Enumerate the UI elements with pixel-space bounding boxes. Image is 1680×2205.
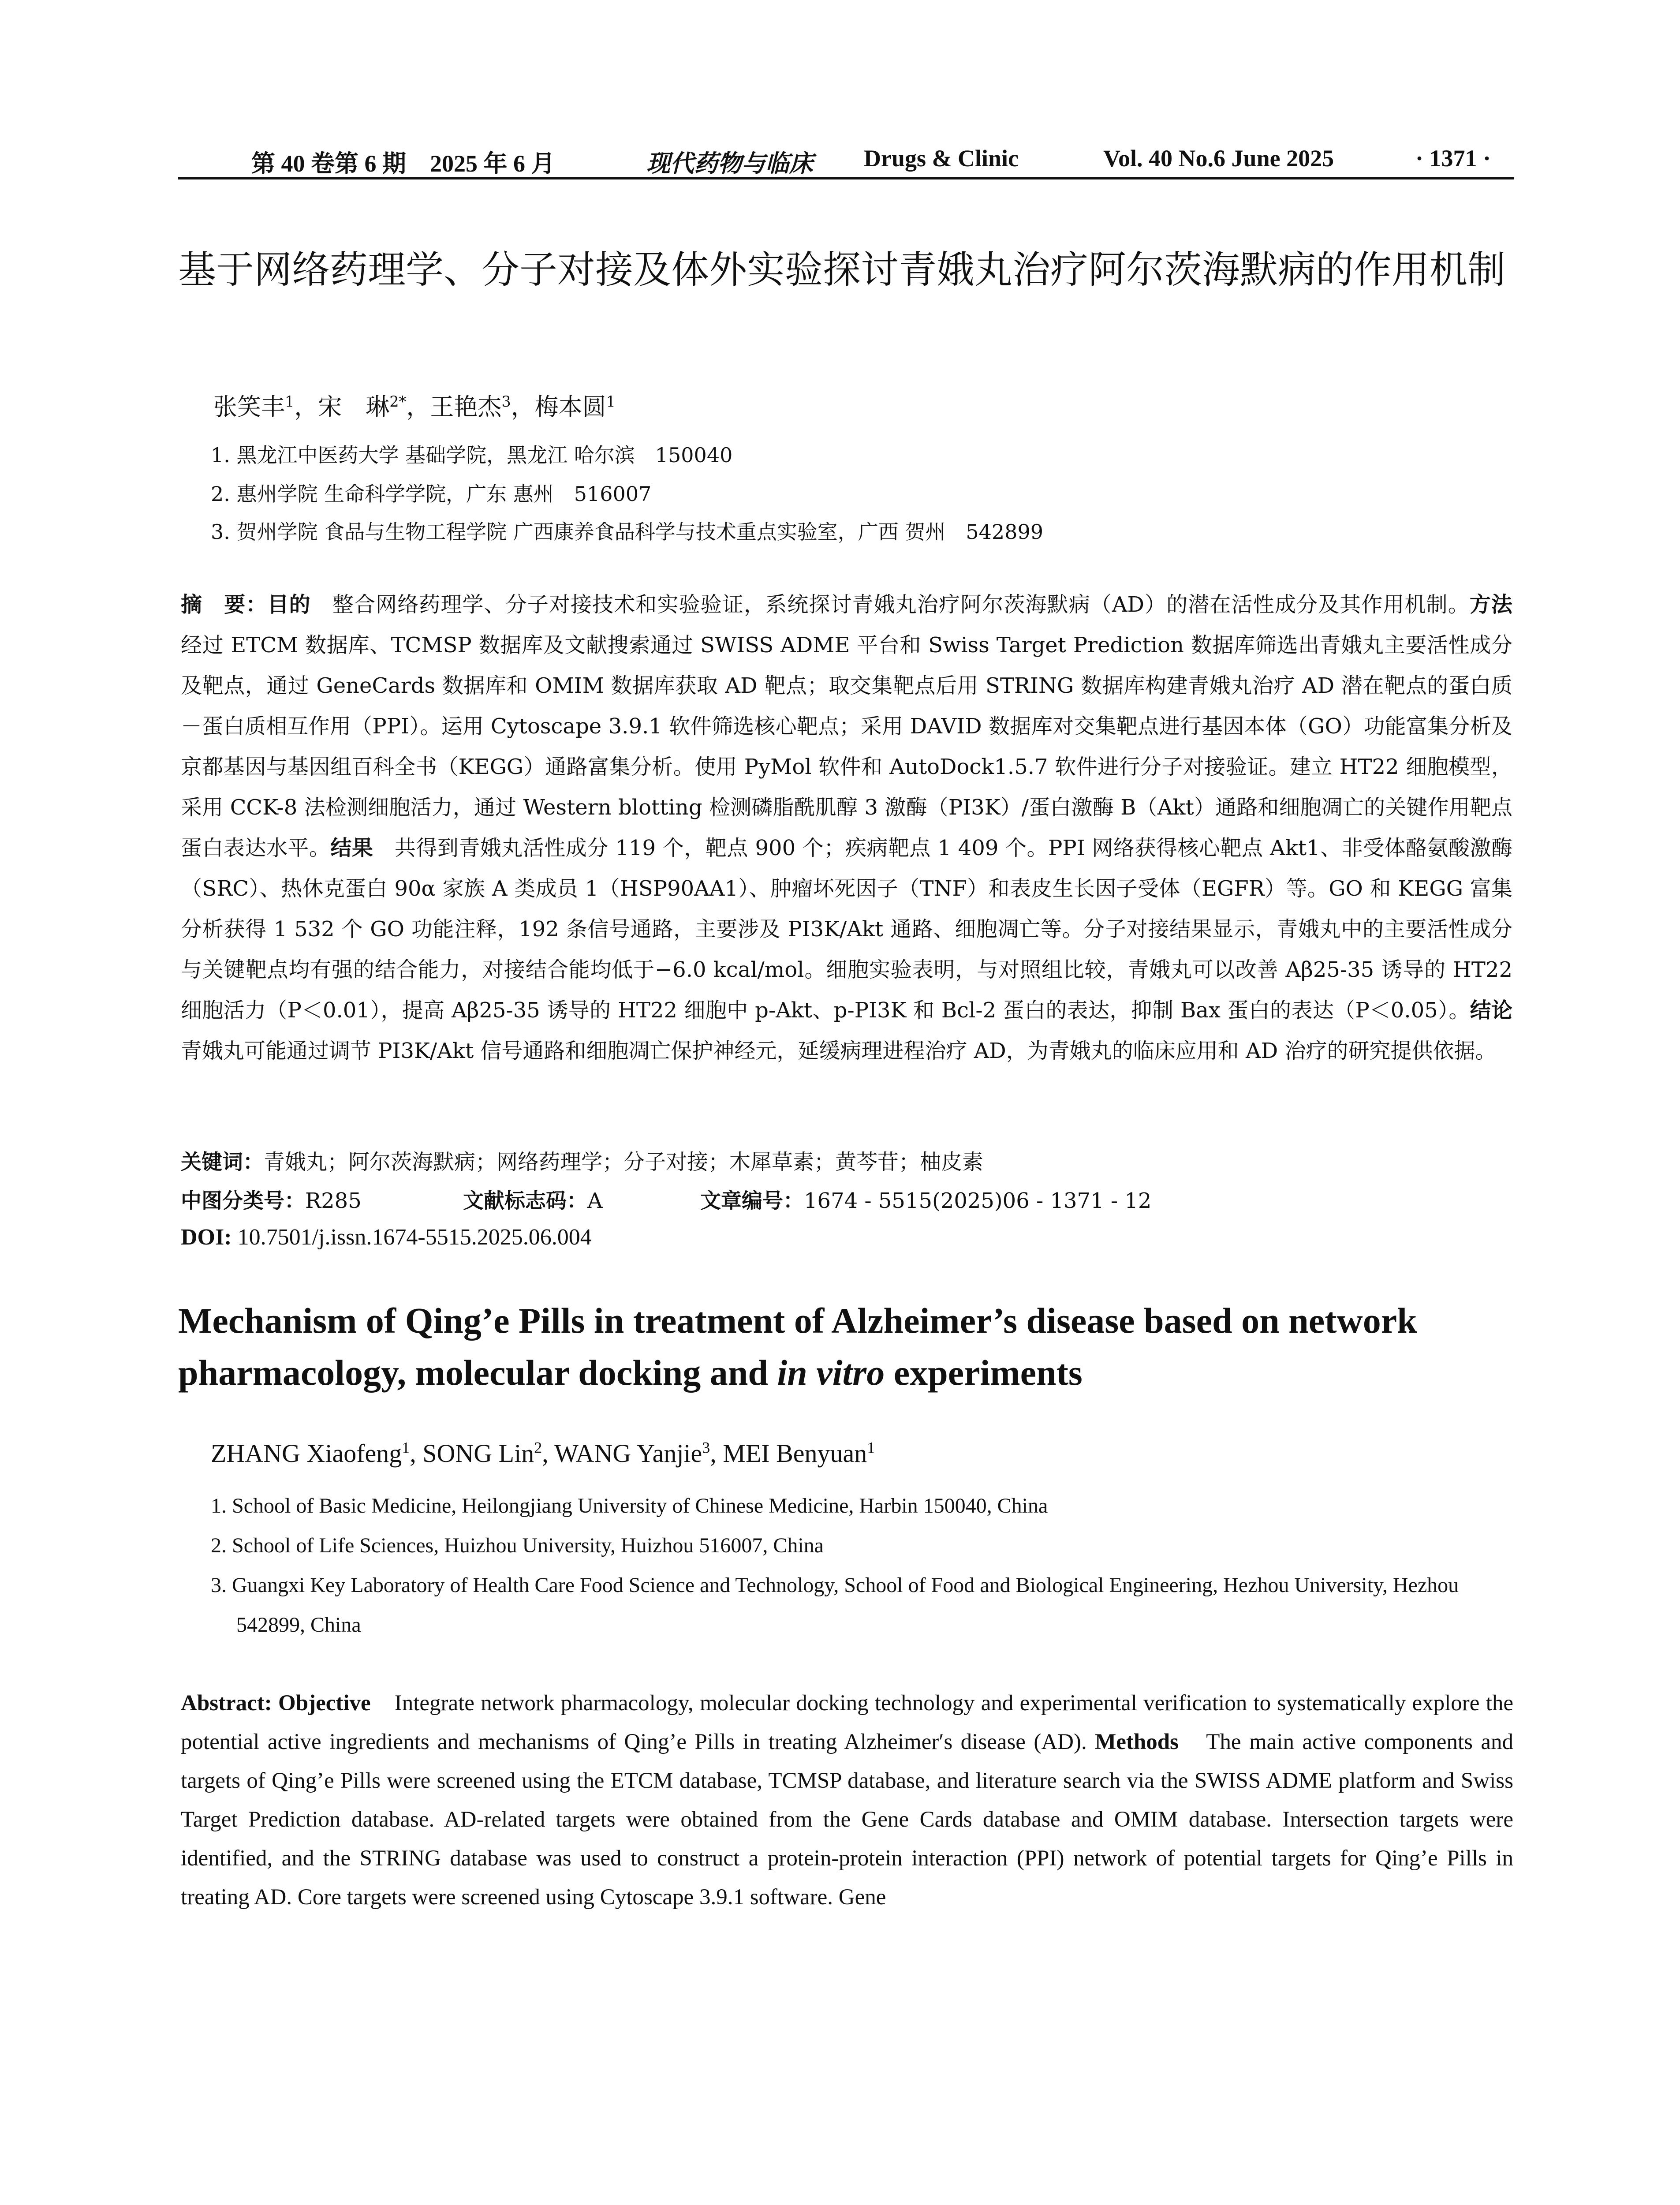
- cn-objective-text: 整合网络药理学、分子对接技术和实验验证，系统探讨青娥丸治疗阿尔茨海默病（AD）的潜在活性成分及其作用机制。: [332, 592, 1470, 617]
- doc-code-label: 文献标志码：: [463, 1189, 587, 1213]
- article-no-group: [700, 1185, 1151, 1214]
- cn-author-name: 王艳杰: [430, 393, 502, 421]
- cn-author-name: 张笑丰: [213, 393, 285, 421]
- cn-objective-label: 目的: [267, 592, 311, 617]
- cn-abstract-label: 摘 要：: [181, 592, 268, 617]
- en-affiliation: 3. Guangxi Key Laboratory of Health Care Food Science and Technology, School of Food and Biological Engineering, Hezhou University, Hezhou 542899, China: [211, 1573, 1459, 1637]
- running-header: [178, 140, 1514, 176]
- article-no-label: 文章编号：: [700, 1189, 804, 1213]
- doi-line: [181, 1224, 592, 1250]
- header-rule: [178, 177, 1514, 179]
- cn-author-sup: 2*: [389, 393, 407, 410]
- keywords-label: 关键词：: [181, 1150, 264, 1174]
- cn-conclusion-label: 结论: [1470, 998, 1512, 1023]
- header-volume-en: Vol. 40 No.6 June 2025: [1103, 145, 1334, 172]
- header-journal-en: Drugs & Clinic: [864, 145, 1019, 172]
- article-no-value: 1674 - 5515(2025)06 - 1371 - 12: [804, 1188, 1152, 1213]
- en-title-italic: in vitro: [777, 1353, 885, 1393]
- cn-author-sup: 1: [285, 393, 295, 410]
- cn-title: 基于网络药理学、分子对接及体外实验探讨青娥丸治疗阿尔茨海默病的作用机制: [178, 248, 1505, 292]
- en-author-sup: 1: [402, 1439, 410, 1457]
- doi-value[interactable]: 10.7501/j.issn.1674-5515.2025.06.004: [237, 1225, 592, 1250]
- en-affiliation: 2. School of Life Sciences, Huizhou University, Huizhou 516007, China: [211, 1534, 824, 1557]
- header-volume-cn: 第 40 卷第 6 期 2025 年 6 月: [251, 150, 555, 177]
- header-journal-cn: 现代药物与临床: [646, 150, 813, 177]
- en-methods-text: The main active components and targets of Qing’e Pills were screened using the ETCM database, TCMSP database, and literature search via the SWISS ADME platform and Swiss Target Prediction database. AD-related targets were obtained from the Gene Cards database and OMIM database. Intersection targets were identified, and the STRING database was used to construct a protein-protein interaction (PPI) network of potential targets for Qing’e Pills in treating AD. Core targets were screened using Cytoscape 3.9.1 software. Gene: [181, 1730, 1513, 1910]
- clc-group: [181, 1185, 362, 1214]
- en-author-name: ZHANG Xiaofeng: [211, 1439, 402, 1468]
- cn-author-sup: 3: [501, 393, 511, 410]
- cn-author-name: 宋 琳: [318, 393, 390, 421]
- en-title-line1: Mechanism of Qing’e Pills in treatment of Alzheimer’s disease based on network: [178, 1301, 1417, 1341]
- cn-affiliation: 2. 惠州学院 生命科学学院，广东 惠州 516007: [211, 482, 652, 506]
- cn-author-sup: 1: [606, 393, 616, 410]
- en-title-line2-pre: pharmacology, molecular docking and: [178, 1353, 777, 1393]
- en-author-name: MEI Benyuan: [723, 1439, 867, 1468]
- doi-label: DOI:: [181, 1225, 232, 1250]
- clc-value: R285: [305, 1188, 362, 1213]
- en-author-sup: 2: [534, 1439, 542, 1457]
- en-title: [178, 1295, 1527, 1399]
- en-author-sup: 1: [867, 1439, 875, 1457]
- en-author-sup: 3: [702, 1439, 710, 1457]
- cn-results-text: 共得到青娥丸活性成分 119 个，靶点 900 个；疾病靶点 1 409 个。PPI 网络获得核心靶点 Akt1、非受体酪氨酸激酶（SRC）、热休克蛋白 90α 家族 A 类成员 1（HSP90AA1）、肿瘤坏死因子（TNF）和表皮生长因子受体（EGFR）等。GO 和 KEGG 富集分析获得 1 532 个 GO 功能注释，192 条信号通路，主要涉及 PI3K/Akt 通路、细胞凋亡等。分子对接结果显示，青娥丸中的主要活性成分与关键靶点均有强的结合能力，对接结合能均低于−6.0 kcal/mol。细胞实验表明，与对照组比较，青娥丸可以改善 Aβ25-35 诱导的 HT22 细胞活力（P＜0.01），提高 Aβ25-35 诱导的 HT22 细胞中 p-Akt、p-PI3K 和 Bcl-2 蛋白的表达，抑制 Bax 蛋白的表达（P＜0.05）。: [181, 836, 1512, 1023]
- cn-keywords: [181, 1145, 983, 1175]
- en-objective-text: Integrate network pharmacology, molecular docking technology and experimental verification to systematically explore the potential active ingredients and mechanisms of Qing’e Pills in treating Alzheimer′s disease (AD).: [181, 1691, 1514, 1754]
- doc-code-value: A: [587, 1188, 603, 1213]
- cn-author-name: 梅本圆: [534, 393, 606, 421]
- cn-methods-text: 经过 ETCM 数据库、TCMSP 数据库及文献搜索通过 SWISS ADME 平台和 Swiss Target Prediction 数据库筛选出青娥丸主要活性成分及靶点，通过 GeneCards 数据库和 OMIM 数据库获取 AD 靶点；取交集靶点后用 STRING 数据库构建青娥丸治疗 AD 潜在靶点的蛋白质－蛋白质相互作用（PPI）。运用 Cytoscape 3.9.1 软件筛选核心靶点；采用 DAVID 数据库对交集靶点进行基因本体（GO）功能富集分析及京都基因与基因组百科全书（KEGG）通路富集分析。使用 PyMol 软件和 AutoDock1.5.7 软件进行分子对接验证。建立 HT22 细胞模型，采用 CCK-8 法检测细胞活力，通过 Western blotting 检测磷脂酰肌醇 3 激酶（PI3K）/蛋白激酶 B（Akt）通路和细胞凋亡的关键作用靶点蛋白表达水平。: [181, 633, 1512, 860]
- keywords-text: 青娥丸；阿尔茨海默病；网络药理学；分子对接；木犀草素；黄芩苷；柚皮素: [264, 1150, 984, 1174]
- en-authors: ZHANG Xiaofeng$^1$, SONG Lin$^2$, WANG Yanjie$^3$, MEI Benyuan$^1$: [211, 1439, 875, 1468]
- cn-affiliation: 1. 黑龙江中医药大学 基础学院，黑龙江 哈尔滨 150040: [211, 443, 733, 467]
- en-abstract-label: Abstract: Objective: [181, 1691, 371, 1715]
- cn-methods-label: 方法: [1469, 592, 1512, 617]
- en-author-name: SONG Lin: [422, 1439, 534, 1468]
- clc-label: 中图分类号：: [181, 1189, 305, 1213]
- cn-conclusion-text: 青娥丸可能通过调节 PI3K/Akt 信号通路和细胞凋亡保护神经元，延缓病理进程治疗 AD，为青娥丸的临床应用和 AD 治疗的研究提供依据。: [181, 1039, 1497, 1063]
- cn-authors: 张笑丰$^1$，宋 琳$^{2*}$，王艳杰$^3$，梅本圆$^1$: [213, 393, 616, 421]
- en-title-line2-post: experiments: [885, 1353, 1083, 1393]
- en-affiliation: 1. School of Basic Medicine, Heilongjiang University of Chinese Medicine, Harbin 150040, China: [211, 1494, 1048, 1517]
- cn-results-label: 结果: [330, 836, 373, 860]
- doc-code-group: [463, 1185, 603, 1214]
- header-page-number: · 1371 ·: [1415, 145, 1491, 172]
- en-abstract: [181, 1684, 1513, 1917]
- en-methods-label: Methods: [1095, 1730, 1179, 1754]
- cn-abstract: [181, 584, 1512, 1071]
- en-author-name: WANG Yanjie: [554, 1439, 702, 1468]
- cn-affiliation: 3. 贺州学院 食品与生物工程学院 广西康养食品科学与技术重点实验室，广西 贺州 542899: [211, 520, 1043, 544]
